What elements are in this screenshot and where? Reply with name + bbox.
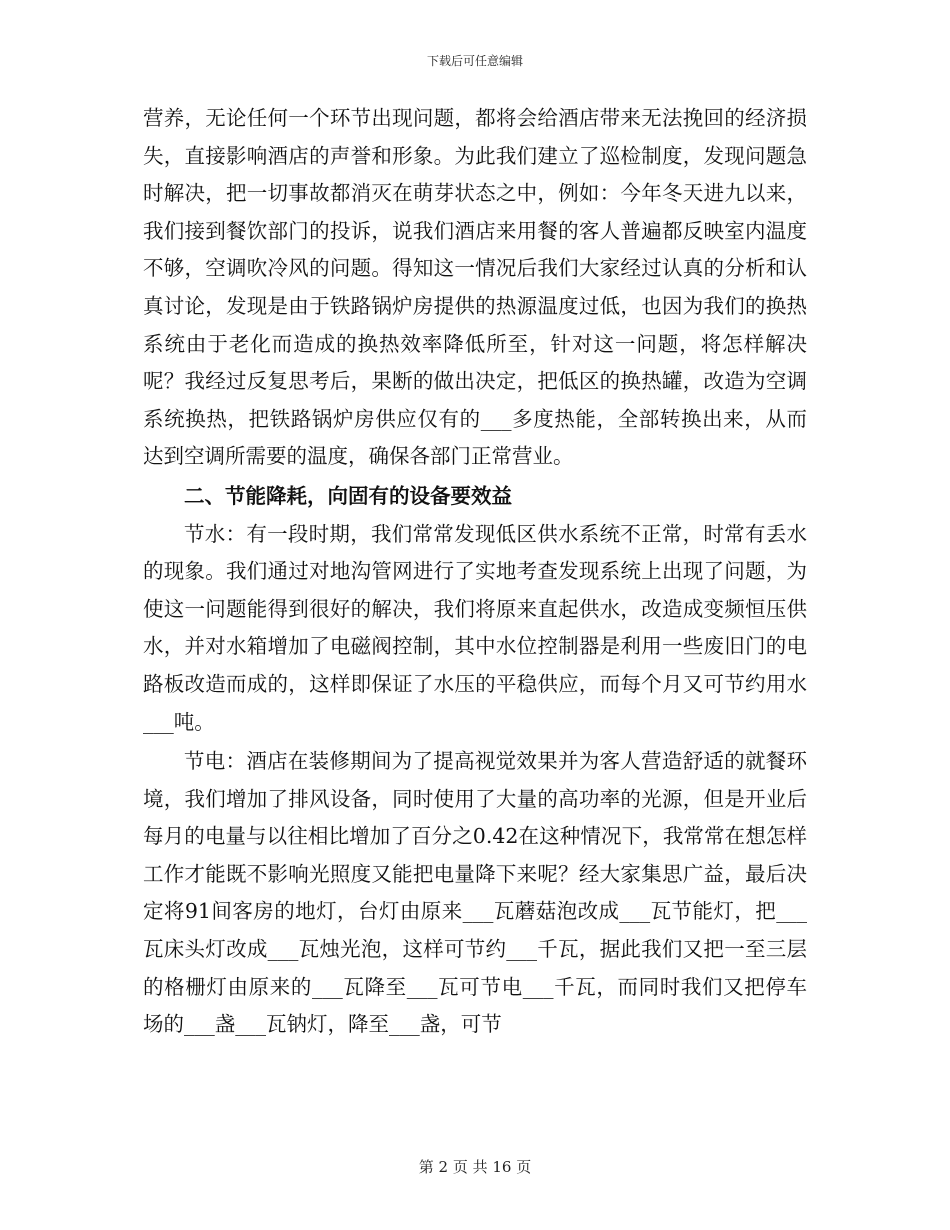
section-heading: 二、节能降耗，向固有的设备要效益 (184, 483, 512, 508)
page-footer: 第 2 页 共 16 页 (418, 1158, 532, 1176)
paragraph-power-saving: 节电：酒店在装修期间为了提高视觉效果并为客人营造舒适的就餐环境，我们增加了排风设备，同时使用了大量的高功率的光源，但是开业后每月的电量与以往相比增加了百分之0.42在这种情况下，我常常在想怎样工作才能既不影响光照度又能把电量降下来呢？经大家集思广益，最后决定将91间客房的地灯，台灯由原来___瓦蘑菇泡改成___瓦节能灯，把___瓦床头灯改成___瓦烛光泡，这样可节约___千瓦，据此我们又把一至三层的格栅灯由原来的___瓦降至___瓦可节电___千瓦，而同时我们又把停车场的___盏___瓦钠灯，降至___盏，可节 (143, 749, 807, 1037)
document-body (143, 100, 807, 1044)
paragraph-water-saving: 节水：有一段时期，我们常常发现低区供水系统不正常，时常有丢水的现象。我们通过对地沟管网进行了实地考查发现系统上出现了问题，为使这一问题能得到很好的解决，我们将原来直起供水，改造成变频恒压供水，并对水箱增加了电磁阀控制，其中水位控制器是利用一些废旧门的电路板改造而成的，这样即保证了水压的平稳供应，而每个月又可节约用水___吨。 (143, 521, 807, 734)
page-header: 下载后可任意编辑 (426, 54, 523, 68)
paragraph-continuation: 营养，无论任何一个环节出现问题，都将会给酒店带来无法挽回的经济损失，直接影响酒店的声誉和形象。为此我们建立了巡检制度，发现问题急时解决，把一切事故都消灭在萌芽状态之中，例如：今年冬天进九以来，我们接到餐饮部门的投诉，说我们酒店来用餐的客人普遍都反映室内温度不够，空调吹冷风的问题。得知这一情况后我们大家经过认真的分析和认真讨论，发现是由于铁路锅炉房提供的热源温度过低，也因为我们的换热系统由于老化而造成的换热效率降低所至，针对这一问题，将怎样解决呢？我经过反复思考后，果断的做出决定，把低区的换热罐，改造为空调系统换热，把铁路锅炉房供应仅有的___多度热能，全部转换出来，从而达到空调所需要的温度，确保各部门正常营业。 (143, 106, 807, 469)
